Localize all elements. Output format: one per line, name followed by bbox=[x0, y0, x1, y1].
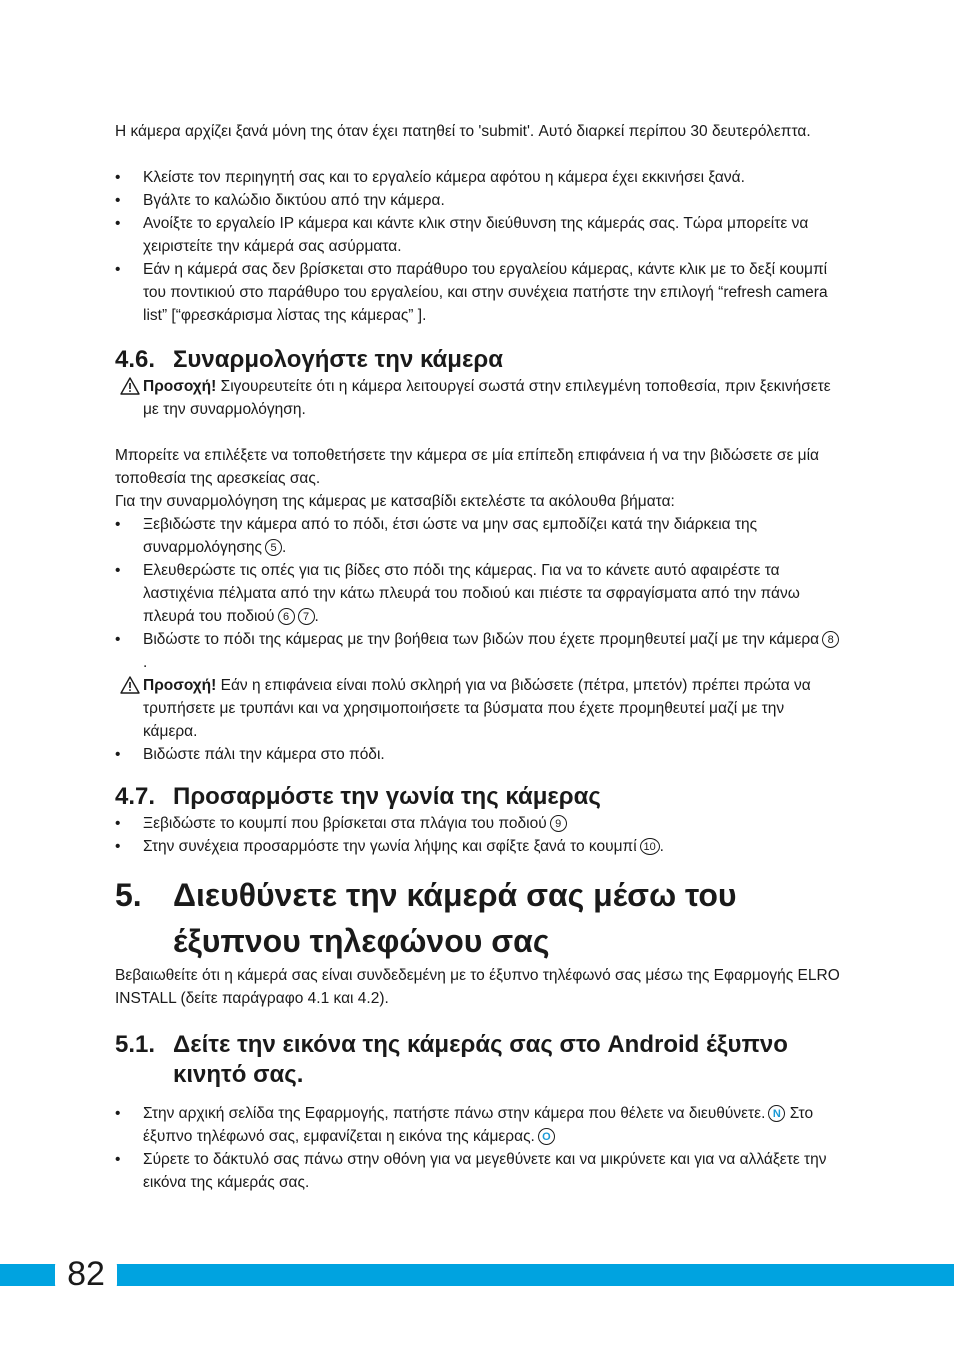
list-item bbox=[115, 835, 840, 858]
section-number: 5.1. bbox=[115, 1031, 156, 1058]
list-item: • Εάν η κάμερά σας δεν βρίσκεται στο παράθυρο του εργαλείου κάμερας, κάντε κλικ με το δεξί κουμπί του ποντικιού στο παράθυρο του εργαλείου, και στην συνέχεια πατήστε την επιλογή “refresh camera list” [“φρεσκάρισμα λίστας της κάμερας” ]. bbox=[115, 258, 840, 327]
section-number: 4.7. bbox=[115, 783, 156, 810]
section-number: 4.6. bbox=[115, 346, 156, 373]
mounting-steps-list bbox=[115, 513, 840, 674]
list-item-text: Στο έξυπνο τηλέφωνό σας, εμφανίζεται η εικόνα της κάμερας. bbox=[143, 1105, 814, 1145]
mounting-paragraph: Μπορείτε να επιλέξετε να τοποθετήσετε την κάμερα σε μία επίπεδη επιφάνεια ή να την βιδώσετε σε μία τοποθεσία της αρεσκείας σας. bbox=[115, 447, 820, 487]
figure-ref: N bbox=[768, 1105, 785, 1122]
intro-paragraph: Η κάμερα αρχίζει ξανά μόνη της όταν έχει πατηθεί το 'submit'. Αυτό διαρκεί περίπου 30 δευτερόλεπτα. bbox=[115, 123, 811, 140]
page-content bbox=[115, 120, 840, 1194]
figure-ref: O bbox=[538, 1128, 555, 1145]
warning-triangle-icon bbox=[120, 676, 140, 694]
chapter-title: Διευθύνετε την κάμερά σας μέσω του έξυπνου τηλεφώνου σας bbox=[173, 877, 737, 959]
section-title: Δείτε την εικόνα της κάμεράς σας στο Android έξυπνο κινητό σας. bbox=[173, 1031, 788, 1088]
warning-triangle-icon bbox=[120, 377, 140, 395]
figure-ref: 9 bbox=[550, 815, 567, 832]
final-step-list bbox=[115, 743, 840, 766]
list-item-text: Ξεβιδώστε την κάμερα από το πόδι, έτσι ώστε να μην σας εμποδίζει κατά την διάρκεια της συναρμολόγησης bbox=[143, 516, 758, 556]
list-item bbox=[115, 513, 840, 559]
list-item: • Ανοίξτε το εργαλείο IP κάμερα και κάντε κλικ στην διεύθυνση της κάμεράς σας. Τώρα μπορείτε να χειριστείτε την κάμερά σας ασύρματα. bbox=[115, 212, 840, 258]
footer-bar bbox=[0, 1264, 954, 1286]
section-title: Συναρμολογήστε την κάμερα bbox=[173, 346, 503, 373]
figure-ref: 6 bbox=[278, 608, 295, 625]
list-item bbox=[115, 628, 840, 674]
warning-note bbox=[115, 674, 840, 743]
restart-steps-list bbox=[115, 166, 840, 327]
list-item-end: . bbox=[143, 654, 148, 671]
warning-label: Προσοχή! bbox=[143, 378, 217, 395]
section-4-7-heading bbox=[115, 782, 840, 812]
chapter-5-paragraph: Βεβαιωθείτε ότι η κάμερά σας είναι συνδεδεμένη με το έξυπνο τηλέφωνό σας μέσω της Εφαρμογής ELRO INSTALL (δείτε παράγραφο 4.1 και 4.2). bbox=[115, 967, 840, 1007]
figure-ref: 5 bbox=[265, 539, 282, 556]
list-item-end: . bbox=[314, 608, 319, 625]
list-item-end: . bbox=[659, 838, 664, 855]
section-4-6-heading bbox=[115, 345, 840, 375]
list-item-text: Ελευθερώστε τις οπές για τις βίδες στο πόδι της κάμερας. Για να το κάνετε αυτό αφαιρέστε τα λαστιχένια πέλματα από την κάτω πλευρά του ποδιού και πιέστε τα σφραγίσματα από την πάνω πλευρά του ποδιού bbox=[143, 562, 800, 625]
warning-note bbox=[115, 375, 840, 421]
list-item-end: . bbox=[282, 539, 287, 556]
section-title: Προσαρμόστε την γωνία της κάμερας bbox=[173, 783, 601, 810]
list-item: • Κλείστε τον περιηγητή σας και το εργαλείο κάμερα αφότου η κάμερα έχει εκκινήσει ξανά. bbox=[115, 166, 840, 189]
chapter-number: 5. bbox=[115, 877, 142, 913]
figure-ref: 10 bbox=[640, 838, 660, 855]
list-item: • Σύρετε το δάκτυλό σας πάνω στην οθόνη για να μεγεθύνετε και να μικρύνετε και για να αλλάξετε την εικόνα της κάμεράς σας. bbox=[115, 1148, 840, 1194]
list-item-text: Στην συνέχεια προσαρμόστε την γωνία λήψης και σφίξτε ξανά το κουμπί bbox=[143, 838, 637, 855]
warning-text: Εάν η επιφάνεια είναι πολύ σκληρή για να βιδώσετε (πέτρα, μπετόν) πρέπει πρώτα να τρυπήσετε με τρυπάνι και να χρησιμοποιήσετε τα βύσματα που έχετε προμηθευτεί μαζί με την κάμερα. bbox=[143, 677, 811, 740]
angle-steps-list bbox=[115, 812, 840, 858]
section-5-1-heading bbox=[115, 1030, 840, 1090]
warning-label: Προσοχή! bbox=[143, 677, 217, 694]
chapter-5-heading bbox=[115, 872, 840, 964]
figure-ref: 7 bbox=[298, 608, 315, 625]
warning-text: Σιγουρευτείτε ότι η κάμερα λειτουργεί σωστά στην επιλεγμένη τοποθεσία, πριν ξεκινήσετε με την συναρμολόγηση. bbox=[143, 378, 831, 418]
android-steps-list bbox=[115, 1102, 840, 1194]
list-item: • Βιδώστε πάλι την κάμερα στο πόδι. bbox=[115, 743, 840, 766]
list-item bbox=[115, 559, 840, 628]
list-item-text: Στην αρχική σελίδα της Εφαρμογής, πατήστε πάνω στην κάμερα που θέλετε να διευθύνετε. bbox=[143, 1105, 766, 1122]
list-item bbox=[115, 812, 840, 835]
list-item-text: Ξεβιδώστε το κουμπί που βρίσκεται στα πλάγια του ποδιού bbox=[143, 815, 547, 832]
figure-ref: 8 bbox=[822, 631, 839, 648]
mounting-steps-intro: Για την συναρμολόγηση της κάμερας με κατσαβίδι εκτελέστε τα ακόλουθα βήματα: bbox=[115, 493, 675, 510]
page-number: 82 bbox=[67, 1255, 105, 1293]
list-item bbox=[115, 1102, 840, 1148]
list-item-text: Βιδώστε το πόδι της κάμερας με την βοήθεια των βιδών που έχετε προμηθευτεί μαζί με την κάμερα bbox=[143, 631, 820, 648]
list-item: • Βγάλτε το καλώδιο δικτύου από την κάμερα. bbox=[115, 189, 840, 212]
